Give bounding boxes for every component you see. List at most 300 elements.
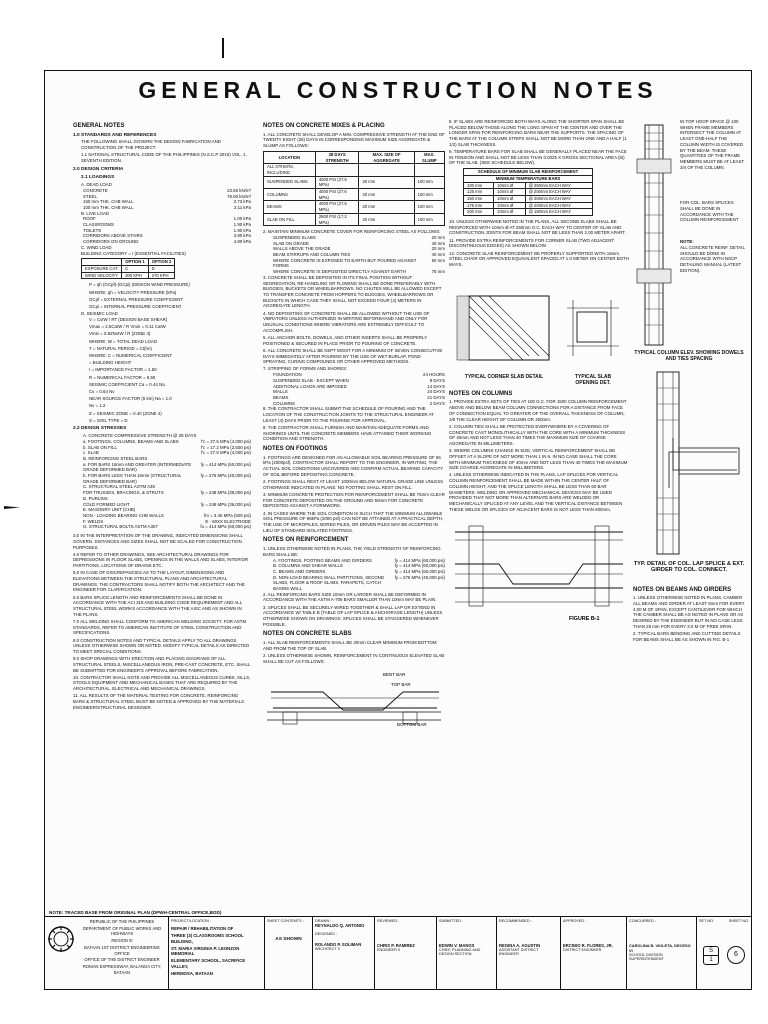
cover-item-value: 40 mm: [431, 252, 445, 258]
dead-load-item-value: 23.56 kN/m³: [227, 187, 251, 193]
stress-item: [73, 462, 251, 473]
reviewed-title: ENGINEER II: [377, 948, 400, 952]
wind-line: GCpf = EXTERNAL PRESSURE COEFFICIENT: [89, 296, 184, 302]
column-elevation-notes: [680, 119, 745, 349]
live-load-list: [73, 216, 251, 245]
seismic-load-label: D. SEISMIC LOAD: [81, 311, 118, 317]
agency-line: DEPARTMENT OF PUBLIC WORKS AND HIGHWAYS: [82, 925, 162, 937]
live-load-label: B. LIVE LOAD: [81, 210, 110, 216]
seismic-line: S = SOIL TYPE = D: [89, 417, 128, 423]
slab-note: 10. UNLESS OTHERWISE NOTED IN THE PLANS, ALL SECOND SLABS SHALL BE REINFORCED WITH 10mm Ø AT 250mm O.C. EACH WAY TO CENTER OF SLAB AND CONSTRUCTION JOINTS FOR BEAM SHALL NOT BE LESS THAN 2.00 METER APART.: [449, 219, 626, 236]
cover-item-value: 20 mm: [431, 246, 445, 252]
crop-mark-top: [222, 38, 224, 58]
live-load-item-key: ROOF: [83, 216, 96, 222]
mix-table-row: [264, 176, 445, 188]
general-notes-column: [73, 119, 251, 712]
slab-schedule-cell: 10mm Ø: [494, 195, 525, 202]
seismic-line: Vmin = 0.8ZNvIW / R (ZONE 4): [89, 331, 151, 337]
slab-details-row: [449, 272, 629, 387]
seismic-line: Z = SEISMIC ZONE = 0.40 (ZONE 4): [89, 410, 162, 416]
figure-b1-drawing: [449, 518, 629, 626]
general-note: 10. CONTRACTOR SHALL NOTE AND PROVIDE ALL MISCELLANEOUS CURBS, SILLS, STOOLS EQUIPMENT AND MECHANICAL BASES THAT ARE REQUIRED BY THE ARCHITECTURAL, ELECTRICAL AND MECHANICAL DRAWINGS.: [73, 674, 251, 692]
set-value: S: [708, 947, 713, 954]
slabs-heading: NOTES ON CONCRETE SLABS: [263, 631, 352, 638]
general-note: 4.0 REFER TO OTHER DRAWINGS, SEE ARCHITECTURAL DRAWINGS FOR DEPRESSIONS IN FLOOR SLABS, OPENINGS IN THE WALLS AND SLABS, INTERIOR PARTITIONS, LOCATIONS OF DRAINS ETC.: [73, 551, 249, 569]
column-notes: [449, 399, 629, 512]
concrete-intro: 1. ALL CONCRETE SHALL DEVELOP A MIN. COMPRESSIVE STRENGTH AT THE END OF TWENTY EIGHT (28) DAYS IN CORRESPONDING MAXIMUM SIZE AGGREGATE & SLUMP AS FOLLOWS:: [263, 131, 445, 149]
agency-lines: [78, 919, 166, 987]
beams-heading: NOTES ON BEAMS AND GIRDERS: [633, 586, 732, 593]
mix-table-cell: 100 mm: [414, 189, 444, 201]
sheet-label: SHEET NO.: [728, 919, 749, 923]
reviewed-value: CHRIS P. RAMIREZ: [377, 943, 415, 948]
forms-item-key: COLUMNS: [273, 400, 295, 406]
wind-table-header: OPTION 2: [148, 259, 175, 266]
forms-item-key: WALLS: [273, 389, 288, 395]
seismic-line: T = NATURAL PERIOD = Ct(hn): [89, 345, 152, 351]
recommended-label: RECOMMENDED :: [499, 919, 532, 923]
seismic-lines: [73, 317, 251, 424]
wind-table-cell: 270 KPH: [148, 272, 175, 279]
slab-schedule-cell: 10mm Ø: [494, 209, 525, 216]
detailing-note: ALL CONCRETE REINF. DETAIL SHOULD BE DONE IN ACCORDANCE WITH NSCP DETAILING MANUAL (LATEST EDITION).: [680, 244, 745, 273]
drawn-label: DRAWN :: [315, 919, 332, 923]
top-hoop-note: IN TOP HOOP SPACE @ 100 WHEN FRAME MEMBERS INTERSECT THE COLUMN AT LEAST ONE-HALF THE COLUMN WIDTH IS COVERED BY THE BEAM. THESE QUANTITIES OF THE FRAME MEMBERS MUST BE AT LEAST 3/4 OF THE COLUMN.: [680, 119, 745, 170]
seismic-line: SEISMIC COEFFICIENT Ca = 0.44 Na: [89, 381, 165, 387]
agency-line: BATAAN 1ST DISTRICT ENGINEERING OFFICE: [84, 945, 160, 956]
set-of-value: 1: [704, 955, 718, 964]
stress-item-key: b. FOR BARS LESS THAN 16mm (STRUCTURAL GRADE DEFORMED BAR): [83, 473, 182, 484]
splice-note: FOR COL. BARS SPLICES SHALL BE DONE IN ACCORDANCE WITH THE COLUMN REINFORCEMENT: [680, 200, 739, 223]
concrete-notes-2: [263, 406, 445, 442]
stress-item-key: FOR TRUSSES, BRACINGS, & STRUTS: [83, 490, 164, 496]
slab-schedule-cell: @ 200mm EACH WAY: [525, 195, 592, 202]
column-note: 3. WHERE COLUMNS CHANGE IN SIZE, VERTICAL REINFORCEMENT SHALL BE OFFSET AT A SLOPE OF NOT MORE THAN 1 IN 6. IN NO CASE SHALL THE CORE WITH MINIMUM THICKNESS OF 40mm AND NOT LESS THAN 40 TIMES THE MAXIMUM SIZE COARSE AGGREGATE IN MILLIMETERS.: [449, 448, 628, 471]
title-block: [45, 916, 751, 989]
concrete-note: 3. CONCRETE SHALL BE DEPOSITED IN ITS FINAL POSITION WITHOUT SEGREGATION, RE-HANDLING OR FLOWING SHALL BE DONE PREFERABLY WITH BUGGIES, BUCKETS OR WHEELBARROWS. NO CHUTES WILL BE ALLOWED EXCEPT TO TRANSFER CONCRETE FROM HOPPERS TO BUGGIES, WHEELBARROWS OR BUCKETS IN WHICH CASE THEY SHALL NOT EXCEED FOUR (4) METERS IN AGGREGATE LENGTH.: [263, 274, 442, 309]
stress-item-key: F. WELDS: [83, 518, 104, 524]
project-line: ELEMENTARY SCHOOL, SACRIFICE VALLEY,: [171, 958, 246, 970]
reinf-note: 3. SPLICES SHALL BE SECURELY WIRED TOGETHER & SHALL LAP OR EXTEND IN ACCORDANCE W/ TABLE B (TABLE OF LAP SPLICE & ANCHORAGE LENGTH) UNLESS OTHERWISE SHOWN ON DRAWINGS. SPLICES SHALL BE STAGGERED WHENEVER POSSIBLE.: [263, 604, 443, 627]
cover-intro: 2. MAINTAIN MINIMUM CONCRETE COVER FOR REINFORCING STEEL AS FOLLOWS:: [263, 229, 441, 235]
mix-table-row: [264, 201, 445, 213]
stress-item: [73, 473, 251, 484]
footings-heading: NOTES ON FOOTINGS: [263, 446, 328, 453]
dead-load-item-key: CONCRETE: [83, 187, 108, 193]
mix-table-cell: SUSPENDED SLABS: [264, 176, 316, 188]
beam-notes: [633, 595, 745, 642]
footing-note: 4. IN CASES WHERE THE SOIL CONDITION IS SUCH THAT THE MINIMUM ALLOWABLE SOIL PRESSURE OF 96kPa (2000 psf) CAN NOT BE ATTAINED AT A PRACTICAL DEPTH, THE USE OF MICROPILES, BORED PILES, OR DRIVEN PILES MAY BE ACCEPTED IN LIEU OF STANDARD ISOLATED FOOTINGS.: [263, 510, 444, 533]
set-number-box: [703, 946, 719, 965]
reinf-item: [263, 575, 445, 592]
wind-line: WHERE: qh = VELOCITY PRESSURE (kPa): [89, 289, 177, 295]
seismic-line: NEAR SOURCE FACTOR (5 km) Na = 1.0: [89, 396, 172, 402]
slab-opening-drawing: [563, 272, 623, 372]
column-elevation-detail: [633, 119, 745, 349]
concurred-value: CAROLINA B. VIOLETA, DECESO VI: [629, 943, 691, 953]
column-details-column: [633, 119, 745, 644]
design-stresses-list: [73, 433, 251, 530]
slab-column-notes: [449, 119, 629, 628]
slab-note: 12. CONCRETE SLAB REINFORCEMENT BE PROPERLY SUPPORTED WITH 16mm STEEL CHAIR OR APPROVED EQUIVALENT SPACED AT 1.0 METER ON CENTER BOTH WAYS.: [449, 250, 629, 267]
corner-slab-drawing: [449, 272, 559, 372]
stress-item-value: f'c = 17.2 MPa (2,500 psi): [200, 444, 251, 450]
live-load-item-key: CORRIDORS ABOVE STAIRS: [83, 233, 143, 239]
slab-schedule-table: [463, 168, 593, 216]
drawn-designed-cell: [313, 917, 375, 989]
concurred-title: SCHOOL DIVISION SUPERINTENDENT: [629, 953, 664, 961]
recommended-title: ASSISTANT DISTRICT ENGINEER: [499, 948, 539, 956]
stress-item: [73, 524, 251, 530]
seismic-line: WHERE: W = TOTAL DEAD LOAD: [89, 338, 158, 344]
live-load-item-value: 3.80 kPa: [233, 233, 251, 239]
concrete-note: 6. ALL CONCRETE SHALL BE KEPT MOIST FOR A MINIMUM OF SEVEN CONSECUTIVE DAYS IMMEDIATELY AFTER POURING BY THE USE OF WET BURLAP, POND SPRAYING, CURING COMPOUNDS OR OTHER APPROVED METHODS.: [263, 347, 443, 365]
stress-item-key: B. REINFORCING STEEL BARS: [83, 455, 148, 461]
slab-schedule-title: SCHEDULE OF MINIMUM SLAB REINFORCEMENT: [464, 169, 593, 176]
approved-title: DISTRICT ENGINEER: [563, 948, 602, 952]
cover-item-value: 40 mm: [431, 240, 445, 246]
wind-table-cell: C: [122, 265, 149, 272]
crop-mark-left: [4, 506, 20, 509]
wind-table-header: [82, 259, 122, 266]
concurred-label: CONCURRED :: [629, 919, 656, 923]
cover-item-key: SUSPENDED SLABS: [273, 234, 316, 240]
slab-notes-mid: [449, 219, 629, 268]
mix-table-cell: 4000 PSI (27.6 MPa): [315, 189, 359, 201]
agency-line: ROMAN EXPRESSWAY, BALANGA CITY, BATAAN: [82, 964, 162, 975]
stress-item-value: f'c = 27.6 MPa (4,000 psi): [200, 438, 251, 444]
forms-item-value: 21 DAYS: [427, 394, 445, 400]
sheet-number-cell: [697, 917, 751, 989]
stress-item-value: fy = 414 MPa (60,000 psi): [200, 461, 251, 467]
slab-schedule-cell: 10mm Ø: [494, 189, 525, 196]
slab-schedule-row: [464, 189, 593, 196]
mix-table-cell: 4000 PSI (27.6 MPa): [315, 201, 359, 213]
sheet-contents-cell: [265, 917, 313, 989]
sheet-number-values: [699, 923, 749, 987]
wind-table-cell: 200 KPH: [122, 272, 149, 279]
sheet-value: 6: [727, 946, 745, 964]
dead-load-item-key: 100 mm THK. CHB WALL: [83, 204, 134, 210]
wind-table: [81, 258, 175, 279]
column-note: 2. COLUMN TIES SHALL BE PROTECTED EVERYWHERE BY A COVERING OF CONCRETE CAST MONOLITHICALLY WITH THE CORE WITH A MINIMUM THICKNESS OF 40mm AND NOT LESS THAN 40 TIMES THE MAXIMUM SIZE OF COARSE AGGREGATE IN MILLIMETERS.: [449, 423, 626, 446]
general-note: 6.0 BARS SPLICE LENGTH AND REINFORCEMENTS SHALL BE DONE IN ACCORDANCE WITH THE ACI 318 AND BUILDING CODE REQUIREMENT AND ALL STRUCTURAL STEEL WORKS ACCORDANCE WITH THE AISC AND AS SHOWN IN THE PLANS.: [73, 594, 242, 617]
slab-schedule-row: [464, 195, 593, 202]
cover-item-key: BEAM STIRRUPS AND COLUMN TIES: [273, 252, 351, 258]
recommended-cell: [497, 917, 561, 989]
standards-line: 1.1 NATIONAL STRUCTURAL CODE OF THE PHILIPPINES (N.S.C.P 2015) VOL. 1, SEVENTH EDITION.: [81, 152, 247, 164]
reinf-item-value: fy = 414 MPa (60,000 psi): [394, 568, 445, 574]
cover-item-value: 20 mm: [431, 234, 445, 240]
wind-table-row: [82, 265, 175, 272]
forms-item-value: 24 HOURS: [423, 372, 445, 378]
contents-label: SHEET CONTENTS :: [267, 919, 304, 923]
mix-table-cell: 20 mm: [359, 176, 414, 188]
designed-title: ARCHITECT II: [315, 947, 340, 951]
stress-item-key: G. STRUCTURAL BOLTS ASTM A307: [83, 524, 158, 530]
mix-table-cell: ALL OTHERS, INCLUDING: [264, 164, 316, 176]
page-title: GENERAL CONSTRUCTION NOTES: [138, 77, 658, 103]
slab-schedule-cell: 100 mm: [464, 182, 494, 189]
seismic-line: Nv = 1.2: [89, 403, 106, 409]
lap-splice-caption: TYP. DETAIL OF COL. LAP SPLICE & EXT. GIRDER TO COL. CONNECT.: [633, 561, 745, 573]
dead-load-item-value: 2.73 kPa: [233, 199, 251, 205]
reinf-item-key: C. BEAMS AND GIRDERS: [273, 568, 326, 574]
project-line: REPAIR / REHABILITATION OF: [171, 926, 234, 931]
stress-item-value: fy = 276 MPa (40,000 psi): [200, 473, 251, 479]
mix-table-header: LOCATION: [264, 151, 316, 163]
forms-list: [263, 372, 445, 406]
slab-schedule-row: [464, 209, 593, 216]
live-load-item-value: 4.80 kPa: [233, 239, 251, 245]
submitted-value: EDWIN V. MANOS: [439, 943, 475, 948]
recommended-value: REGINA A. AGUSTIN: [499, 943, 541, 948]
stress-item-key: C. STRUCTURAL STEEL ASTM A36: [83, 484, 155, 490]
concrete-note: 5. ALL ANCHOR BOLTS, DOWELS, AND OTHER INSERTS SHALL BE PROPERLY POSITIONED & SECURED IN PLACE PRIOR TO POURING OF CONCRETE.: [263, 334, 428, 346]
general-note: 5.0 IN CASE OF DISCREPANCIES AS TO THE LAYOUT, DIMENSIONS AND ELEVATIONS BETWEEN THE STRUCTURAL PLANS AND ARCHITECTURAL DRAWINGS, THE CONTRACTORS SHALL NOTIFY BOTH THE ARCHITECT AND THE ENGINEER FOR CLARIFICATION.: [73, 570, 245, 593]
design-criteria-heading: 2.0 DESIGN CRITERIA: [73, 166, 124, 172]
mix-table-row: [264, 213, 445, 225]
mix-table-header: MAX. SLUMP: [414, 151, 444, 163]
forms-item-value: 14 DAYS: [427, 383, 445, 389]
reinf-item-key: B. COLUMNS AND SHEAR WALLS: [273, 563, 343, 569]
general-note: 11. ALL RESULTS OF THE MATERIAL TESTING FOR CONCRETE, REINFORCING BARS & STRUCTURAL STEEL MUST BE NOTED & APPROVED BY THE MATERIALS ENGINEER/STRUCTURAL DESIGNER.: [73, 693, 245, 710]
approved-cell: [561, 917, 627, 989]
concrete-mixes-heading: NOTES ON CONCRETE MIXES & PLACING: [263, 123, 385, 129]
agency-line: OFFICE OF THE DISTRICT ENGINEER: [84, 957, 160, 963]
concrete-note: 4. NO DEPOSITING OF CONCRETE SHALL BE ALLOWED WITHOUT THE USE OF VIBRATORS UNLESS AUTHORIZED IN WRITING BEFOREHAND AND ONLY FOR UNUSUAL CONDITIONS WHERE VIBRATORS ARE EXTREMELY DIFFICULT TO ACCOMPLISH.: [263, 310, 430, 333]
seismic-line: Vmax = 2.5CaIW / R Vmin = 0.11 CaIW: [89, 324, 166, 330]
forms-intro: 7. STRIPPING OF FORMS AND SHORES:: [263, 366, 348, 372]
wind-line: GCpi = INTERNAL PRESSURE COEFFICIENT: [89, 303, 182, 309]
mix-table-cell: [315, 164, 359, 176]
mix-table-cell: 20 mm: [359, 201, 414, 213]
slab-schedule-row: [464, 202, 593, 209]
dead-load-item-value: 2.11 kPa: [233, 204, 251, 210]
cover-item-value: 50 mm: [431, 257, 445, 263]
dead-load-item-key: STEEL: [83, 193, 97, 199]
stress-item-key: E. MASONRY UNIT (CHB): [83, 507, 136, 513]
dead-load-list: [73, 188, 251, 211]
cover-list: [263, 235, 445, 275]
concrete-notes-column: [263, 119, 445, 728]
slab-schedule-cell: 175 mm: [464, 202, 494, 209]
seismic-line: R = NUMERICAL FACTOR = 8.50: [89, 374, 156, 380]
dead-load-item-value: 78.00 kN/m³: [227, 193, 251, 199]
slab-schedule-cell: 125 mm: [464, 189, 494, 196]
column-note: 1. PROVIDE EXTRA SETS OF TIES AT 100 O.C. FOR 1500 COLUMN REINFORCEMENT ABOVE AND BELOW BEAM COLUMN CONNECTIONS FOR A DISTANCE FROM FACE OF CONNECTION EQUAL TO GREATER OF THE OVERALL THICKNESS OF COLUMN, 1/6 THE CLEAR HEIGHT OF COLUMN OR 450mm.: [449, 399, 627, 422]
slab-schedule-cell: @ 250mm EACH WAY: [525, 182, 592, 189]
stress-item-value: fy = 248 MPa (36,000 psi): [200, 501, 251, 507]
drawing-sheet: [44, 70, 752, 990]
seismic-line: V = CvIW / RT (DESIGN BASE SHEAR): [89, 316, 168, 322]
stress-item-key: COLD FORMED LIGHT: [83, 501, 130, 507]
forms-item-value: 2 DAYS: [429, 400, 445, 406]
concrete-mix-table: [263, 151, 445, 226]
designed-value: ROLANDO P. SOLIMAN: [315, 942, 362, 947]
stress-item-value: fm = 3.45 MPa (500 psi): [204, 512, 251, 518]
bottom-bar-label: BOTTOM BAR: [397, 721, 427, 726]
submitted-title: CHIEF, PLANNING AND DESIGN SECTION: [439, 948, 481, 956]
slab-schedule-cell: 150 mm: [464, 195, 494, 202]
project-label: PROJECT/LOCATION :: [171, 919, 212, 923]
agency-line: REPUBLIC OF THE PHILIPPINES: [89, 919, 155, 924]
slab-schedule-cell: 200 mm: [464, 209, 494, 216]
mix-table-cell: COLUMNS: [264, 189, 316, 201]
stress-item-key: NON - LOADING BEARING CHB WALLS: [83, 512, 164, 518]
concrete-note: 8. THE CONTRACTOR SHALL SUBMIT THE SCHEDULE OF POURING AND THE LOCATION OF THE CONSTRUCTION JOINTS TO THE STRUCTURAL ENGINEER AT LEAST (4) DAYS PRIOR TO THE POURING FOR APPROVAL.: [263, 406, 434, 423]
forms-item-key: SUSPENDED SLAB - EXCEPT WHEN: [273, 377, 349, 383]
wind-note: BUILDING CATEGORY = I (ESSENTIAL FACILITIES): [81, 250, 186, 256]
general-note: 3.0 IN THE INTERPRETATION OF THE DRAWING, INDICATED DIMENSIONS SHALL GOVERN. DISTANCES AND SIZES SHALL NOT BE SCALED FOR CONSTRUCTION PURPOSES.: [73, 533, 243, 550]
stress-item-key: c. SLAB: [83, 450, 99, 456]
slab-schedule-cell: @ 200mm EACH WAY: [525, 202, 592, 209]
slab-schedule-cell: 10mm Ø: [494, 182, 525, 189]
reinf-item-value: fy = 276 MPa (40,000 psi): [394, 574, 445, 580]
stress-item-value: f'c = 27.6 MPa (4,000 psi): [200, 450, 251, 456]
slab-note: 8. IF SLABS ARE REINFORCED BOTH WAYS ALONG THE SHORTER SPAN SHALL BE PLACED BELOW THOSE ALONG THE LONG SPAN AT THE CENTER AND OVER THE LONGER SPAN FOR REINFORCING BARS NEAR THE SUPPORTS. THE SPACING OF THE BARS AT THE COLUMN STRIPS SHALL NOT BE MORE THAN ONE AND A HALF (1 1/2) SLAB THICKNESS.: [449, 119, 627, 147]
forms-item-value: 8 DAYS: [429, 377, 445, 383]
slab-bar-cutting-figure: [263, 666, 445, 726]
project-line: THREE (3) CLASSROOMS SCHOOL BUILDING,: [171, 933, 244, 944]
wind-line: P = qh (GCpf)-(GCpi) (DESIGN WIND PRESSURE): [89, 282, 190, 288]
cover-item-key: WHERE CONCRETE IS DEPOSITED DIRECTLY AGAINST EARTH: [273, 269, 406, 275]
dpwh-seal-icon: [47, 925, 75, 953]
general-note: 7.0 ALL WELDING SHALL CONFORM TO AMERICAN WELDING SOCIETY. FOR ASTM STANDARDS, REFER TO AMERICAN INSTITUTE OF STEEL CONSTRUCTION AND SPECIFICATIONS.: [73, 618, 247, 636]
wind-table-header: OPTION 1: [122, 259, 149, 266]
stress-item-key: A. CONCRETE COMPRESSIVE STRENGTH @ 28 DAYS: [83, 433, 197, 439]
loadings-heading: 2.1 LOADINGS: [81, 175, 115, 181]
cover-item-key: WHERE CONCRETE IS EXPOSED TO EARTH BUT POURED AGAINST FORMS: [273, 257, 417, 269]
slab-note: 11. PROVIDE EXTRA REINFORCEMENTS FOR CORNER SLAB (TWO ADJACENT DISCONTINUOUS EDGES) AS SHOWN BELOW.: [449, 237, 614, 249]
stress-item-key: D. PURLINS: [83, 495, 108, 501]
column-elevation-drawing: [633, 119, 677, 349]
dead-load-item-key: 150 mm THK. CHB WALL: [83, 199, 134, 205]
dead-load-label: A. DEAD LOAD: [81, 182, 112, 188]
corner-slab-detail: [449, 272, 559, 387]
seismic-line: Cv = 0.64 Nv: [89, 388, 115, 394]
slab-note: 2. UNLESS OTHERWISE SHOWN, REINFORCEMENT IN CONTINUOUS ELEVATED SLAB SHALL BE CUT AS FOLLOWS:: [263, 653, 445, 664]
project-lines: [171, 926, 262, 977]
concrete-note: 9. THE CONTRACTOR SHALL FURNISH AND MAINTAIN ADEQUATE FORMS AND SHORINGS UNTIL THE CONCRETE MEMBERS HAVE ATTAINED THEIR WORKING CONDITION AND STRENGTH.: [263, 424, 432, 442]
mix-table-row: [264, 189, 445, 201]
stress-item-value: fu = 414 MPa (60,000 psi): [200, 524, 251, 530]
standards-line: THE FOLLOWING SHALL GOVERN THE DESIGN FABRICATION AND CONSTRUCTION OF THE PROJECT:: [81, 139, 221, 151]
agency-cell: [45, 917, 169, 989]
mix-table-cell: [414, 164, 444, 176]
wind-table-cell: WIND VELOCITY: [82, 272, 122, 279]
columns-heading: NOTES ON COLUMNS: [449, 390, 513, 397]
stress-item-key: a. FOOTINGS, COLUMNS, BEAMS AND SLABS: [83, 438, 179, 444]
mix-table-row: [264, 164, 445, 176]
standards-heading: 1.0 STANDARDS AND REFERENCES: [73, 132, 157, 138]
slab-opening-detail: [563, 272, 623, 387]
reinf-intro: 1. UNLESS OTHERWISE NOTED IN PLANS, THE YIELD STRENGTH OF REINFORCING BARS SHALL BE:: [263, 546, 441, 557]
slab-schedule-cell: 10mm Ø: [494, 202, 525, 209]
seismic-line: = BUILDING HEIGHT: [89, 360, 132, 366]
project-line: ST. MARIA VIRGINIA P. LEONZON MEMORIAL: [171, 945, 240, 957]
approved-value: ERCINIO R. FLORES, JR.: [563, 943, 613, 948]
mix-table-cell: 100 mm: [414, 176, 444, 188]
reinf-item-value: fy = 414 MPa (60,000 psi): [394, 563, 445, 569]
forms-item-key: ADDITIONAL LOADS ARE IMPOSED: [273, 383, 347, 389]
submitted-label: SUBMITTED :: [439, 919, 464, 923]
drawn-value: REYNALDO Q. ANTONIO: [315, 923, 365, 928]
set-label: SET NO.: [699, 919, 715, 923]
footing-notes: [263, 455, 445, 534]
column-note: 4. UNLESS OTHERWISE INDICATED IN THE PLANS, LAP SPLICES FOR VERTICAL COLUMN REINFORCEMENT SHALL BE MADE WITHIN THE CENTER HALF OF COLUMN HEIGHT, AND THE SPLICE LENGTH SHALL BE LESS THAN 60 BAR DIAMETERS. WELDING OR APPROVED MECHANICAL DEVICES MAY BE USED PROVIDED THAT NOT MORE THAN ALTERNATE BARS ARE WELDED OR MECHANICALLY SPLICED AT ANY LEVEL AND THE VERTICAL DISTANCE BETWEEN THESE WELDS OR SPLICES OF ADJACENT BARS IS NOT LESS THAN 600mm.: [449, 472, 623, 512]
project-line: HERMOSA, BATAAN: [171, 971, 213, 977]
corner-slab-caption: TYPICAL CORNER SLAB DETAIL: [464, 374, 544, 381]
approved-label: APPROVED :: [563, 919, 587, 923]
project-cell: [169, 917, 265, 989]
cover-item: [263, 258, 445, 269]
traced-base-note: NOTE: TRACED BASE FROM ORIGINAL PLAN (DPWH-CENTRAL OFFICE,BOD): [49, 910, 222, 915]
seismic-line: I = IMPORTANCE FACTOR = 1.50: [89, 367, 157, 373]
mix-table-cell: 20 mm: [359, 213, 414, 225]
stress-item-value: fy = 248 MPa (36,000 psi): [200, 490, 251, 496]
forms-item-key: FOUNDATION: [273, 372, 302, 378]
bent-bar-label: BENT BAR: [383, 671, 406, 677]
live-load-item-value: 1.90 kPa: [233, 227, 251, 233]
footing-note: 2. FOOTINGS SHALL REST AT LEAST 1000mm BELOW NATURAL GRADE LINE UNLESS OTHERWISE INDICATED IN PLANS. NO FOOTING SHALL REST ON FILL.: [263, 479, 444, 490]
forms-item-value: 24 DAYS: [427, 389, 445, 395]
stress-item-key: b. SLAB ON FILL: [83, 444, 117, 450]
slab-schedule-row: [464, 182, 593, 189]
mix-table-cell: 20 mm: [359, 189, 414, 201]
live-load-item-value: 1.90 kPa: [233, 222, 251, 228]
agency-line: REGION III: [111, 938, 133, 944]
mix-table-cell: 100 mm: [414, 213, 444, 225]
mix-table-cell: 100 mm: [414, 201, 444, 213]
forms-item-key: BEAMS: [273, 394, 289, 400]
designed-label: DESIGNED :: [315, 932, 337, 936]
wind-table-cell: D: [148, 265, 175, 272]
general-note: 8.0 CONSTRUCTION NOTES AND TYPICAL DETAILS APPLY TO ALL DRAWINGS UNLESS OTHERWISE SHOWN OR NOTED. MODIFY TYPICAL DETAILS AS DIRECTED TO MEET SPECIAL CONDITIONS.: [73, 637, 250, 654]
mix-table-cell: SLAB ON FILL: [264, 213, 316, 225]
reinf-item-key: A. FOOTINGS, FOOTING BEAMS AND GIRDERS: [273, 557, 372, 563]
cover-item-key: SLAB ON GRADE: [273, 240, 309, 246]
reinf-item-value: fy = 414 MPa (60,000 psi): [394, 557, 445, 563]
slab-schedule-subtitle: MINIMUM TEMPERATURE BARS: [464, 175, 593, 182]
submitted-cell: [437, 917, 497, 989]
live-load-item-key: TOILETS: [83, 227, 102, 233]
design-stresses-heading: 2.2 DESIGN STRESSES: [73, 426, 127, 432]
cover-item-value: 75 mm: [431, 269, 445, 275]
top-bar-label: TOP BAR: [391, 681, 411, 687]
lap-splice-drawing: [633, 368, 745, 558]
reinf-notes: [263, 592, 445, 628]
wind-table-row: [82, 272, 175, 279]
reviewed-cell: [375, 917, 437, 989]
live-load-item-key: CLASSROOMS: [83, 222, 114, 228]
note-label: NOTE:: [680, 239, 694, 245]
wind-table-cell: EXPOSURE CAT.: [82, 265, 122, 272]
reinforcement-heading: NOTES ON REINFORCEMENT: [263, 537, 349, 544]
slab-notes-top: [449, 119, 629, 166]
reinf-note: 2. ALL REINFORCING BARS SIZE 10mm OR LARGER SHALL BE DEFORMED IN ACCORDANCE WITH THE ASTM A-706 BARS SMALLER THAN 10mm MAY BE PLAIN.: [263, 591, 437, 603]
mix-table-header: MAX. SIZE OF AGGREGATE: [359, 151, 414, 163]
slab-schedule-cell: @ 150mm EACH WAY: [525, 209, 592, 216]
beam-note: 1. UNLESS OTHERWISE NOTED IN PLANS, CAMBER ALL BEAMS AND GIRDER AT LEAST 6mm FOR EVERY 4.00 M OF SPAN, EXCEPT CANTILEVER FOR WHICH THE CAMBER SHALL BE AS NOTED IN PLANS OR AS DESIRED BY THE ENGINEER BUT IN NO CASE LESS THAN 25 mm FOR EVERY 3.0 M OF FREE SPAN.: [633, 595, 745, 629]
wind-load-label: C. WIND LOAD: [81, 244, 112, 250]
wind-lines: [73, 282, 251, 309]
beam-note: 2. TYPICAL BARS BENDING AND CUTTING DETAILS FOR BEAMS SHALL BE AS SHOWN IN FIG. B-1: [633, 630, 741, 642]
slab-note: 1. ALL SLAB REINFORCEMENTS SHALL BE 20mm CLEAR MINIMUM FROM BOTTOM AND FROM THE TOP OF SLAB.: [263, 640, 437, 651]
footing-note: 3. MINIMUM CONCRETE PROTECTION FOR REINFORCEMENT SHALL BE 75mm CLEAR FOR CONCRETE DEPOSITED ON THE GROUND AND 50mm FOR CONCRETE DEPOSITED AGAINST A FORMWORK.: [263, 491, 445, 509]
reinf-list: [263, 558, 445, 592]
contents-value: AS SHOWN: [275, 937, 302, 942]
